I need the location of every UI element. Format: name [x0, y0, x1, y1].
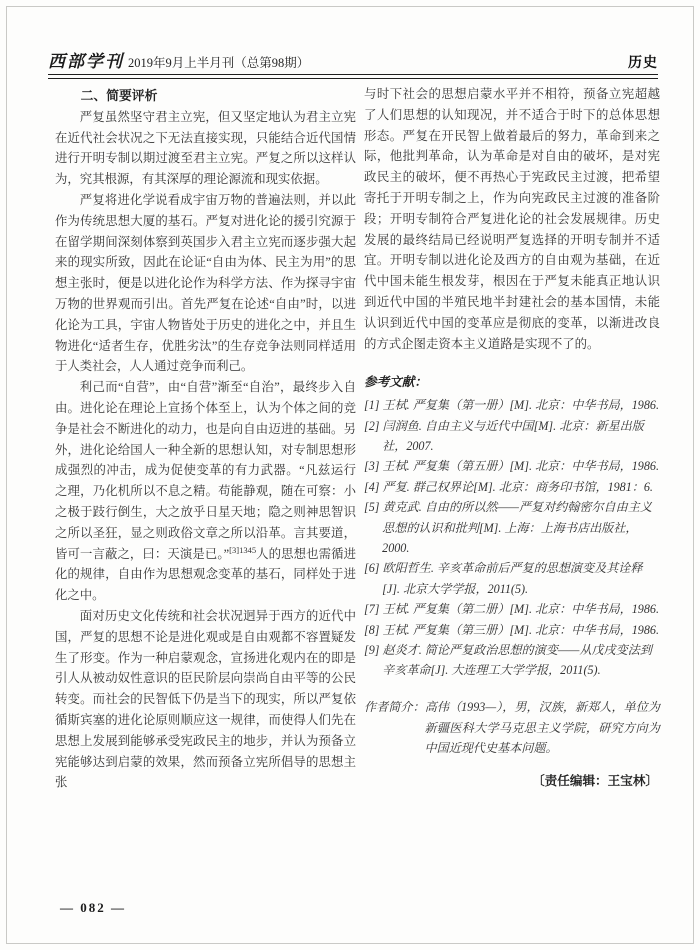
- author-bio: 作者简介：高伟（1993—），男，汉族，新郑人，单位为新疆医科大学马克思主义学院，研究方向为中国近现代史基本问题。: [364, 699, 660, 756]
- citation-superscript: [3]1345: [229, 544, 257, 555]
- references-heading: 参考文献：: [364, 375, 427, 390]
- page-header: [48, 50, 658, 72]
- reference-item: [9] 赵炎才. 简论严复政治思想的演变——从戊戌变法到辛亥革命[J]. 大连理工大学学报，2011(5).: [364, 643, 652, 678]
- paragraph: [55, 377, 356, 606]
- header-divider: [48, 74, 658, 79]
- page-number: — 082 —: [60, 900, 126, 915]
- reference-item: [7] 王栻. 严复集（第二册）[M]. 北京：中华书局，1986.: [364, 602, 659, 617]
- paragraph: 严复虽然坚守君主立宪，但又坚定地认为君主立宪在近代社会状况之下无法直接实现，只能结合近代国情进行开明专制以期过渡至君主立宪。严复之所以这样认为，究其根源，有其深厚的理论源流和现实依据。: [55, 109, 356, 187]
- paragraph-text: 人的思想也需循进化的规律，自由作为思想观念变革的基石，同样处于进化之中。: [55, 546, 356, 603]
- paragraph: 严复将进化学说看成宇宙万物的普遍法则，并以此作为传统思想大厦的基石。严复对进化论的援引究源于在留学期间深刻体察到英国步入君主立宪而逐步强大起来的现实所致，因此在论证“自由为体、民主为用”的思想主张时，便是以进化论作为科学方法、作为探寻宇宙万物的世界观而引出。首先严复在论述“自由”时，以进化论为工具，宇宙人物皆处于历史的进化之中，并且生物进化“适者生存，优胜劣汰”的生存竞争法则同样适用于人类社会，人人通过竞争而利己。: [55, 192, 356, 374]
- reference-item: [4] 严复. 群己权界论[M]. 北京：商务印书馆，1981：6.: [364, 479, 653, 494]
- reference-item: [2] 闫润鱼. 自由主义与近代中国[M]. 北京：新星出版社，2007.: [364, 418, 644, 453]
- paragraph-continuation: 与时下社会的思想启蒙水平并不相符，预备立宪超越了人们思想的认知现况，并不适合于时下的总体思想形态。严复在开民智上做着最后的努力，革命到来之际，他批判革命，认为革命是对自由的破坏，是对宪政民主的破坏，便不再热心于宪政民主过渡，把希望寄托于开明专制之上，作为向宪政民主过渡的准备阶段；开明专制符合严复进化论的社会发展规律。历史发展的最终结局已经说明严复选择的开明专制并不适宜。开明专制以进化论及西方的自由观为基础，在近代中国未能生根发芽，根因在于严复未能真正地认识到近代中国的半殖民地半封建社会的基本国情，未能认识到近代中国的变革应是彻底的变革，以渐进改良的方式企图走资本主义道路是实现不了的。: [364, 87, 660, 351]
- section-heading: 二、简要评析: [80, 89, 158, 103]
- header-left: [48, 47, 309, 72]
- paragraph-text: 利己而“自营”，由“自营”渐至“自治”，最终步入自由。进化论在理论上宣扬个体至上，认为个体之间的竞争是社会不断进化的动力，也是向自由迈进的基础。另外，进化论给国人一种全新的思想认知，对专制思想形成强烈的冲击，成为促使变革的有力武器。“凡兹运行之理，乃化机所以不息之精。苟能静观，随在可察：小之极于跂行倒生，大之放乎日星天地；隐之则神思智识之所以圣狂，显之则政俗文章之所以沿革。言其要道，皆可一言蔽之，曰：天演是已。”: [55, 380, 356, 561]
- reference-item: [8] 王栻. 严复集（第三册）[M]. 北京：中华书局，1986.: [364, 622, 659, 637]
- paragraph: 面对历史文化传统和社会状况迥异于西方的近代中国，严复的思想不论是进化观或是自由观都不容置疑发生了形变。作为一种启蒙观念，宣扬进化观内在的即是引人从被动奴性意识的臣民阶层向崇尚自由平等的公民转变。而社会的民智低下仍是当下的现实，所以严复依循斯宾塞的进化论原则顺应这一规律，而使得人们先在思想上发展到能够承受宪政民主的地步，并认为预备立宪能够达到启蒙的效果，然而预备立宪所倡导的思想主张: [55, 608, 356, 790]
- right-column: [364, 84, 660, 792]
- left-column: [55, 86, 356, 793]
- section-label: 历史: [628, 56, 658, 71]
- journal-logo: 西部学刊: [48, 52, 124, 71]
- issue-info: 2019年9月上半月刊（总第98期）: [128, 56, 310, 70]
- reference-item: [3] 王栻. 严复集（第五册）[M]. 北京：中华书局，1986.: [364, 459, 659, 474]
- editor-credit: 〔责任编辑：王宝林〕: [532, 774, 658, 789]
- reference-item: [6] 欧阳哲生. 辛亥革命前后严复的思想演变及其诠释[J]. 北京大学学报，2011(5).: [364, 561, 643, 596]
- reference-item: [5] 黄克武. 自由的所以然——严复对约翰密尔自由主义思想的认识和批判[M]. 上海：上海书店出版社，2000.: [364, 500, 652, 555]
- reference-item: [1] 王栻. 严复集（第一册）[M]. 北京：中华书局，1986.: [364, 398, 659, 413]
